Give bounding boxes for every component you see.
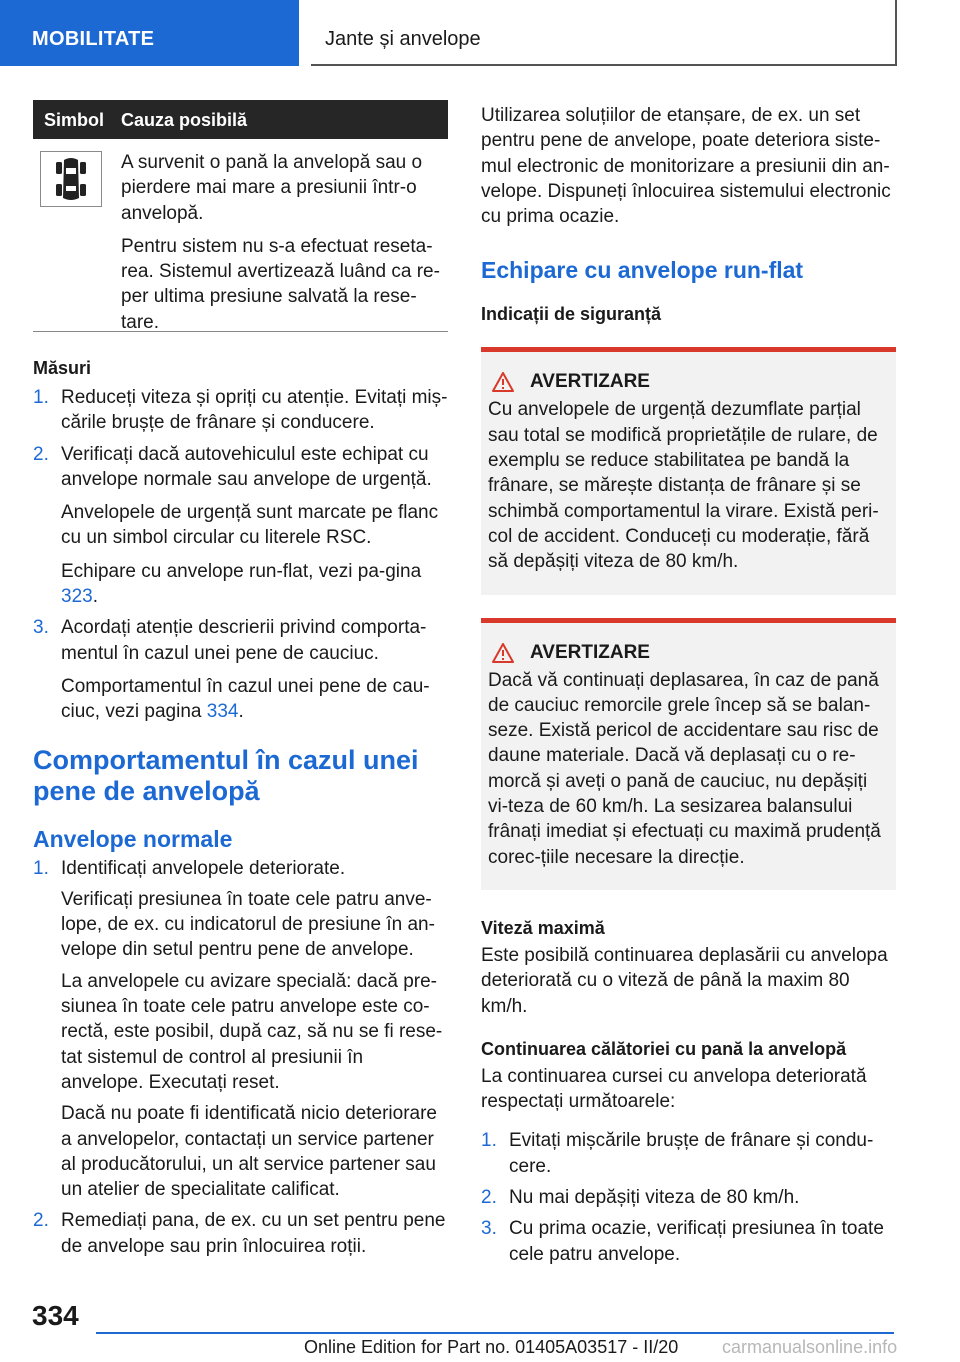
list-number: 2.: [481, 1187, 497, 1209]
car-tire-pressure-icon: [40, 151, 102, 207]
warning-box: [481, 618, 896, 890]
warning-box: [481, 347, 896, 594]
footer-edition: Online Edition for Part no. 01405A03517 - II/20: [304, 1337, 679, 1357]
list-number: 3.: [33, 617, 49, 639]
list-item: 1. Reduceți viteza și opriți cu atenție. Evitați miș-cările brușțe de frânare și conducere.: [33, 387, 448, 434]
cause-paragraph: Pentru sistem nu s-a efectuat reseta-rea. Sistemul avertizează luând ca re-per ultima presiune salvată la rese-tare.: [121, 235, 440, 333]
right-column: [481, 100, 896, 1267]
header-section-tab: [0, 0, 299, 66]
continue-text: La continuarea cursei cu anvelopa deteriorată respectați următoarele:: [481, 1065, 867, 1113]
list-item: 3. Cu prima ocazie, verificați presiunea în toate cele patru anvelope.: [481, 1218, 884, 1265]
safety-title: Indicații de siguranță: [481, 304, 662, 325]
warning-text: Dacă vă continuați deplasarea, în caz de pană de cauciuc remorcile grele încep să se balan-seze. Există pericol de accidentare sau risc de daune materiale. Dacă vă deplasați cu o re-morcă și aveți o pană de cauciuc, nu depășiți vi-teza de 60 km/h. La sesizarea balansului frânați imediat și efectuați cu maximă prudență corec-țiile necesare la direcție.: [488, 669, 881, 868]
subsection-title: Anvelope normale: [33, 825, 233, 852]
list-item: 1. Evitați mișcările brușțe de frânare și condu-cere.: [481, 1130, 874, 1177]
page-number: 334: [32, 1300, 79, 1331]
section-title: Comportamentul în cazul unei pene de anvelopă: [33, 744, 419, 806]
table-header: [33, 100, 448, 139]
intro-paragraph: Utilizarea soluțiilor de etanșare, de ex. un set pentru pene de anvelope, poate deteriora siste-mul electronic de monitorizare a presiunii din an-velope. Dispuneți înlocuirea sistemului electronic cu prima ocazie.: [481, 105, 891, 228]
warning-title: AVERTIZARE: [530, 371, 650, 393]
list-item: 2. Nu mai depășiți viteza de 80 km/h.: [481, 1185, 896, 1210]
warning-title: AVERTIZARE: [530, 641, 650, 663]
list-item: 2. Remediați pana, de ex. cu un set pentru pene de anvelope sau prin înlocuirea roții.: [33, 1210, 446, 1257]
page-link-323[interactable]: 323: [61, 586, 93, 608]
list-number: 3.: [481, 1218, 497, 1240]
header-section: MOBILITATE: [32, 28, 155, 50]
footer-divider: [96, 1332, 894, 1334]
header-chapter-box: [311, 0, 897, 66]
list-number: 1.: [481, 1130, 497, 1152]
speed-title: Viteză maximă: [481, 917, 605, 938]
list-number: 2.: [33, 443, 49, 465]
footer-watermark: carmanualsonline.info: [722, 1337, 898, 1357]
warning-text: Cu anvelopele de urgență dezumflate parțial sau total se modifică proprietățile de rulare, de exemplu se reduce stabilitatea pe bandă la frânare, se mărește distanța de frânare și se schimbă comportamentul la virare. Există peri-col de accident. Conduceți cu moderație, fără să depășiți viteza de 80 km/h.: [488, 399, 879, 573]
list-item: 1. Identificați anvelopele deteriorate. Verificați presiunea în toate cele patru anve-lope, de ex. cu indicatorul de presiune în an-velope din setul pentru pene de anvelope. La anvelopele cu avizare specială: dacă pre-siunea în toate cele patru anvelope este co-rectă, este posibil, după caz, să nu se fi rese-tat sistemul de control al presiunii în anvelope. Executați reset. Dacă nu poate fi identificată nicio deteriorare a anvelopelor, contactați un service partener al producătorului, un alt service partener sau un atelier de specialitate calificat.: [33, 857, 443, 1201]
continue-title: Continuarea călătoriei cu pană la anvelopă: [481, 1038, 847, 1059]
speed-text: Este posibilă continuarea deplasării cu anvelopa deteriorată cu o viteză de până la maxim 80 km/h.: [481, 944, 888, 1017]
header-chapter: Jante și anvelope: [325, 28, 481, 50]
left-column: [33, 100, 448, 1259]
cause-text: [121, 150, 443, 343]
list-item: 3. Acordați atenție descrierii privind comporta-mentul în cazul unei pene de cauciuc. Comportamentul în cazul unei pene de cau-ciuc, vezi pagina 334.: [33, 617, 430, 723]
cause-paragraph: A survenit o pană la anvelopă sau o pierdere mai mare a presiunii într-o anvelopă.: [121, 152, 423, 224]
page-link-334[interactable]: 334: [206, 701, 239, 723]
list-number: 1.: [33, 387, 49, 408]
list-number: 1.: [33, 857, 49, 879]
masuri-title: Măsuri: [33, 358, 92, 378]
warning-triangle-icon: [492, 643, 514, 663]
warning-triangle-icon: [492, 372, 514, 392]
table-row: [33, 139, 448, 332]
list-item: 2. Verificați dacă autovehiculul este echipat cu anvelope normale sau anvelope de urgență. Anvelopele de urgență sunt marcate pe flanc cu un simbol circular cu literele RSC. Echipare cu anvelope run-flat, vezi pa-gina 323.: [33, 443, 439, 608]
list-number: 2.: [33, 1210, 49, 1232]
runflat-title: Echipare cu anvelope run-flat: [481, 257, 804, 284]
col-cause: Cauza posibilă: [121, 110, 248, 130]
col-symbol: Simbol: [44, 110, 105, 130]
